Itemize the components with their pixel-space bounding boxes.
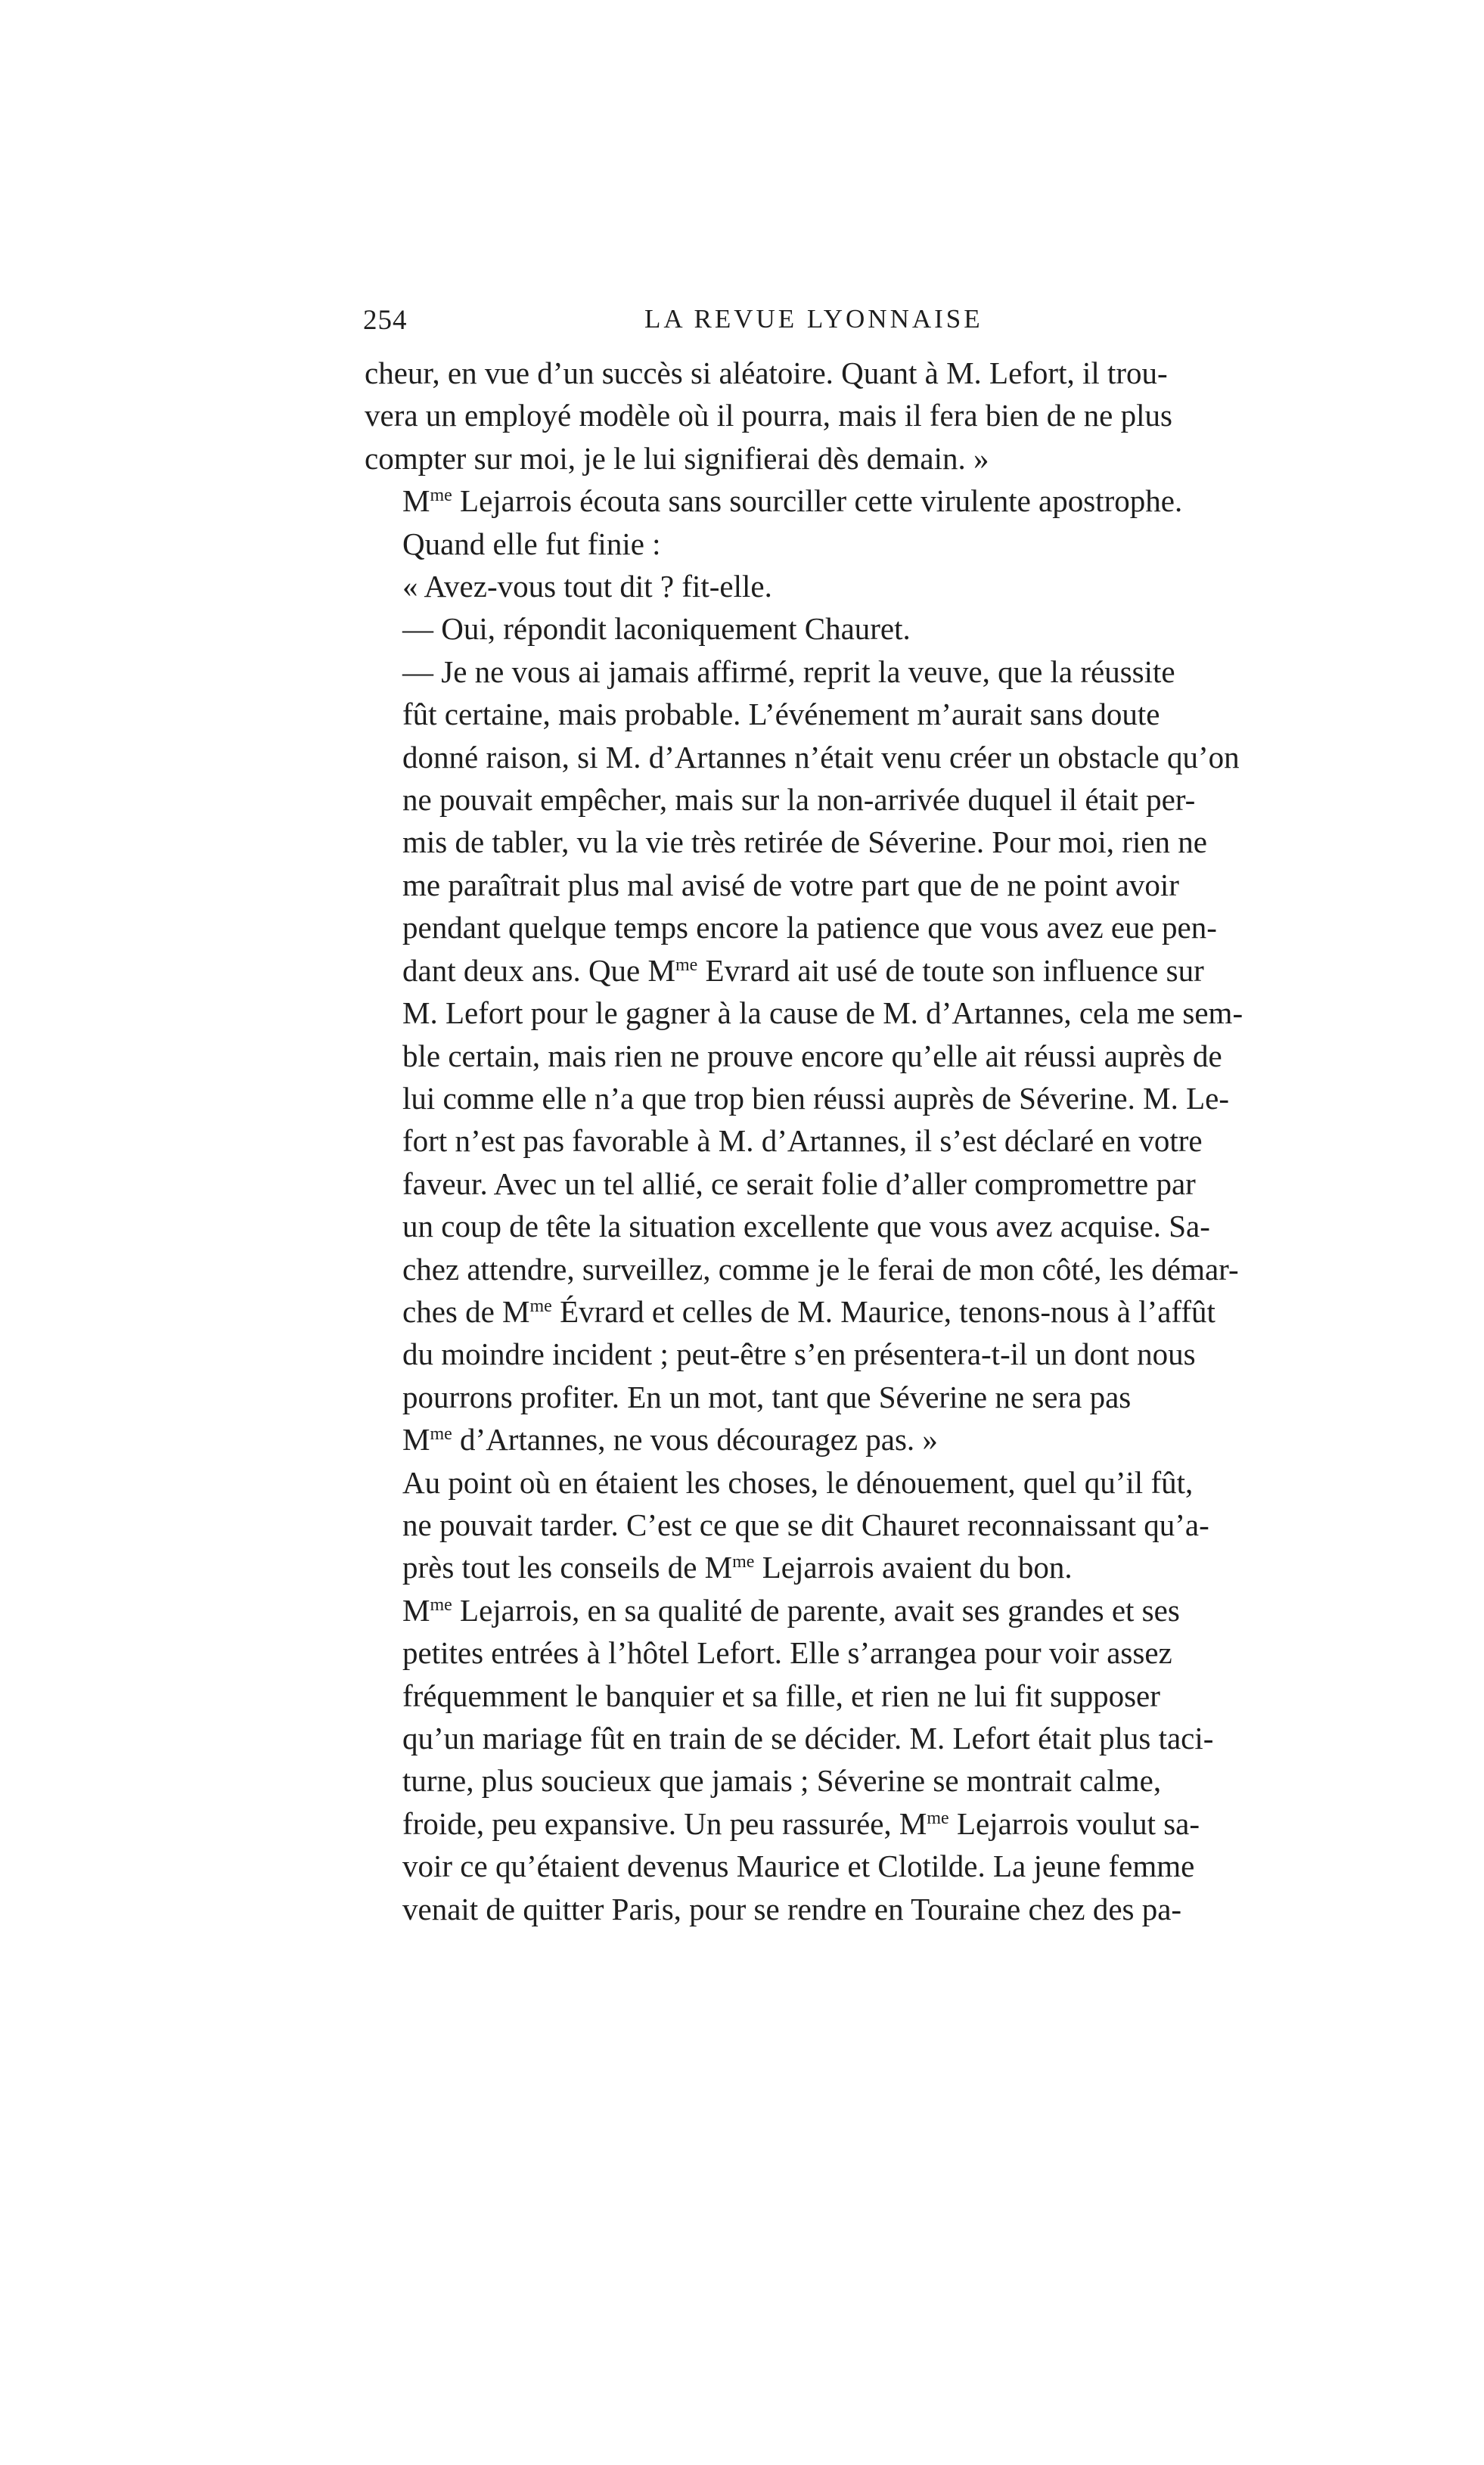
running-head <box>363 304 1014 349</box>
text-line: du moindre incident ; peut-être s’en présentera-t-il un dont nous <box>402 1337 1196 1372</box>
superscript: me <box>927 1808 949 1828</box>
superscript: me <box>430 486 452 506</box>
journal-title: LA REVUE LYONNAISE <box>644 304 983 334</box>
text-line: me paraîtrait plus mal avisé de votre part que de ne point avoir <box>402 867 1179 902</box>
text-line: lui comme elle n’a que trop bien réussi auprès de Séverine. M. Le- <box>402 1080 1229 1116</box>
superscript: me <box>529 1296 552 1316</box>
text-line: cheur, en vue d’un succès si aléatoire. Quant à M. Lefort, il trou- <box>365 355 1168 390</box>
paragraph <box>365 1589 1296 1930</box>
text-line: donné raison, si M. d’Artannes n’était venu créer un obstacle qu’on <box>402 739 1240 775</box>
text-line: ble certain, mais rien ne prouve encore qu’elle ait réussi auprès de <box>402 1038 1222 1073</box>
text-line: fréquemment le banquier et sa fille, et rien ne lui fit supposer <box>402 1678 1160 1713</box>
text-line: un coup de tête la situation excellente que vous avez acquise. Sa- <box>402 1209 1210 1244</box>
text-line: turne, plus soucieux que jamais ; Séverine se montrait calme, <box>402 1763 1162 1799</box>
text-line: M. Lefort pour le gagner à la cause de M. d’Artannes, cela me sem- <box>402 995 1243 1031</box>
text-line: Au point où en étaient les choses, le dénouement, quel qu’il fût, <box>402 1464 1194 1500</box>
paragraph <box>365 1461 1296 1589</box>
text-line: petites entrées à l’hôtel Lefort. Elle s’arrangea pour voir assez <box>402 1635 1172 1671</box>
text-line: ne pouvait empêcher, mais sur la non-arrivée duquel il était per- <box>402 782 1196 818</box>
text-line: froide, peu expansive. Un peu rassurée, $M^{me}$ Lejarrois voulut sa- <box>402 1805 1200 1841</box>
text-line: dant deux ans. Que $M^{me}$ Evrard ait usé de toute son influence sur <box>402 952 1204 988</box>
page-number: 254 <box>363 305 408 336</box>
text-line: pendant quelque temps encore la patience que vous avez eue pen- <box>402 910 1217 945</box>
text-line: pourrons profiter. En un mot, tant que Séverine ne sera pas <box>402 1379 1132 1414</box>
text-line: $M^{me}$ d’Artannes, ne vous découragez pas. » <box>402 1422 938 1458</box>
text-line: ches de $M^{me}$ Évrard et celles de M. Maurice, tenons-nous à l’affût <box>402 1293 1215 1329</box>
superscript: me <box>732 1552 755 1572</box>
text-line: faveur. Avec un tel allié, ce serait folie d’aller compromettre par <box>402 1166 1196 1201</box>
text-line: $M^{me}$ Lejarrois écouta sans sourciller cette virulente apostrophe. <box>402 483 1183 519</box>
text-line: fort n’est pas favorable à M. d’Artannes, il s’est déclaré en votre <box>402 1123 1203 1159</box>
text-line: venait de quitter Paris, pour se rendre en Touraine chez des pa- <box>402 1891 1182 1926</box>
paragraph <box>365 352 1296 480</box>
text-line: compter sur moi, je le lui signifierai dès demain. » <box>365 440 989 476</box>
dialogue-line <box>365 607 1296 650</box>
text-line: chez attendre, surveillez, comme je le ferai de mon côté, les démar- <box>402 1251 1239 1287</box>
text-line: $M^{me}$ Lejarrois, en sa qualité de parente, avait ses grandes et ses <box>402 1592 1180 1628</box>
text-line: — Oui, répondit laconiquement Chauret. <box>402 611 911 647</box>
text-line: près tout les conseils de $M^{me}$ Lejarrois avaient du bon. <box>402 1550 1073 1585</box>
superscript: me <box>430 1424 452 1445</box>
text-line: fût certaine, mais probable. L’événement m’aurait sans doute <box>402 697 1160 732</box>
text-line: mis de tabler, vu la vie très retirée de Séverine. Pour moi, rien ne <box>402 824 1207 860</box>
text-line: Quand elle fut finie : <box>402 526 661 561</box>
text-line: « Avez-vous tout dit ? fit-elle. <box>402 569 772 604</box>
text-line: ne pouvait tarder. C’est ce que se dit Chauret reconnaissant qu’a- <box>402 1507 1209 1542</box>
superscript: me <box>675 955 698 975</box>
paragraph <box>365 480 1296 565</box>
dialogue-line <box>365 565 1296 607</box>
text-line: vera un employé modèle où il pourra, mais il fera bien de ne plus <box>365 398 1172 433</box>
text-line: qu’un mariage fût en train de se décider. M. Lefort était plus taci- <box>402 1721 1214 1756</box>
text-line: — Je ne vous ai jamais affirmé, reprit la veuve, que la réussite <box>402 654 1175 689</box>
superscript: me <box>430 1594 452 1615</box>
text-line: voir ce qu’étaient devenus Maurice et Clotilde. La jeune femme <box>402 1849 1195 1884</box>
body-text <box>365 352 1296 1930</box>
paragraph <box>365 650 1296 1461</box>
